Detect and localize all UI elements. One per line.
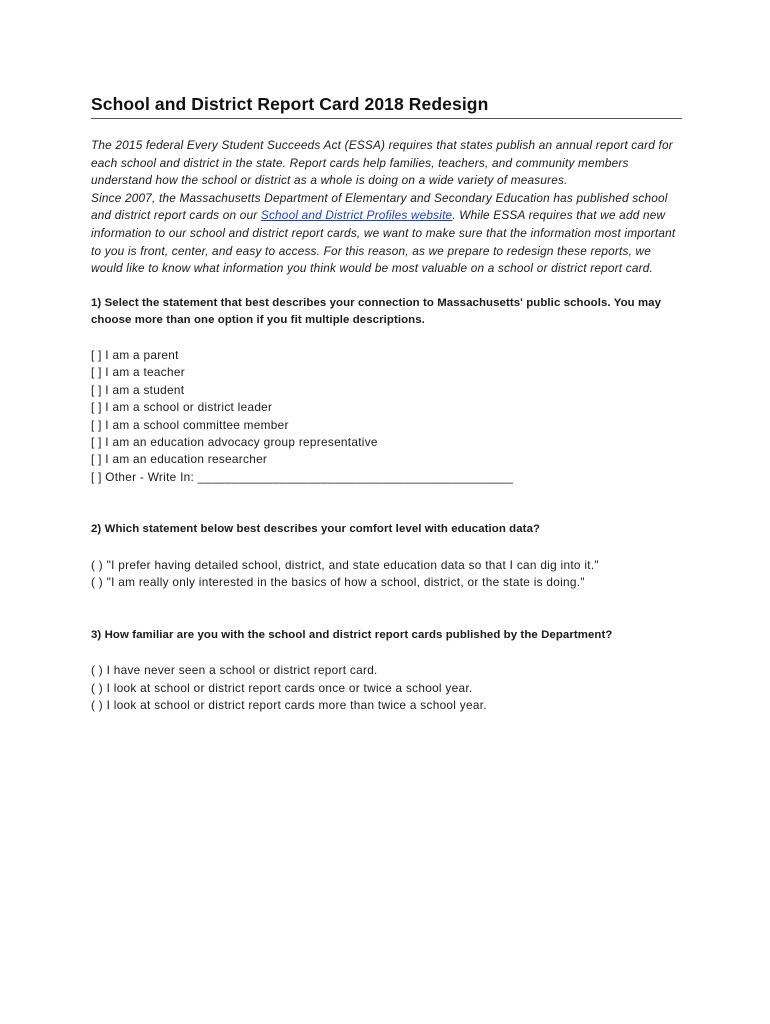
checkbox-option-leader[interactable]: [ ] I am a school or district leader: [91, 400, 273, 415]
checkbox-option-advocacy-rep[interactable]: [ ] I am an education advocacy group representative: [91, 434, 378, 449]
document-title: School and District Report Card 2018 Redesign: [91, 94, 682, 119]
document-page: [91, 94, 682, 714]
checkbox-option-student[interactable]: [ ] I am a student: [91, 382, 185, 397]
profiles-website-link[interactable]: School and District Profiles website: [260, 208, 453, 223]
question-2: 2) Which statement below best describes your comfort level with education data?: [91, 523, 541, 536]
question-2-options: [91, 557, 682, 592]
intro-paragraph-2-end: . While ESSA requires that we add new information to our school and district report cards, we want to make sure that the information most important to you is front, center, and easy to access. For this reason, as we prepare to redesign these reports, we would like to know what information you think would be most valuable on a school or district report card.: [91, 208, 676, 276]
radio-option-more-than-twice[interactable]: ( ) I look at school or district report cards more than twice a school year.: [91, 698, 487, 712]
checkbox-option-other-write-in[interactable]: [ ] Other - Write In: ______________________________________________: [91, 469, 514, 484]
radio-option-once-or-twice[interactable]: ( ) I look at school or district report cards once or twice a school year.: [91, 680, 473, 695]
question-3-options: [91, 662, 682, 714]
checkbox-option-committee-member[interactable]: [ ] I am a school committee member: [91, 417, 289, 432]
question-1-options: [91, 347, 682, 486]
intro-paragraph-2-start: Since 2007, the Massachusetts Department of Elementary and Secondary Education has published school and district report cards on our: [91, 190, 668, 223]
checkbox-option-researcher[interactable]: [ ] I am an education researcher: [91, 452, 268, 467]
radio-option-never-seen[interactable]: ( ) I have never seen a school or district report card.: [91, 663, 378, 678]
question-3: 3) How familiar are you with the school and district report cards published by the Department?: [91, 628, 613, 641]
checkbox-option-teacher[interactable]: [ ] I am a teacher: [91, 365, 185, 380]
radio-option-basics-only[interactable]: ( ) "I am really only interested in the basics of how a school, district, or the state is doing.": [91, 575, 585, 590]
intro-section: [91, 137, 682, 278]
checkbox-option-parent[interactable]: [ ] I am a parent: [91, 347, 179, 362]
intro-paragraph-1: The 2015 federal Every Student Succeeds Act (ESSA) requires that states publish an annual report card for each school and district in the state. Report cards help families, teachers, and community members understand how the school or district as a whole is doing on a wide variety of measures.: [91, 138, 673, 188]
question-1: 1) Select the statement that best describes your connection to Massachusetts' public schools. You may choose more than one option if you fit multiple descriptions.: [91, 296, 662, 327]
radio-option-detailed-data[interactable]: ( ) "I prefer having detailed school, district, and state education data so that I can dig into it.": [91, 557, 599, 572]
intro-paragraph-2: [91, 190, 682, 278]
